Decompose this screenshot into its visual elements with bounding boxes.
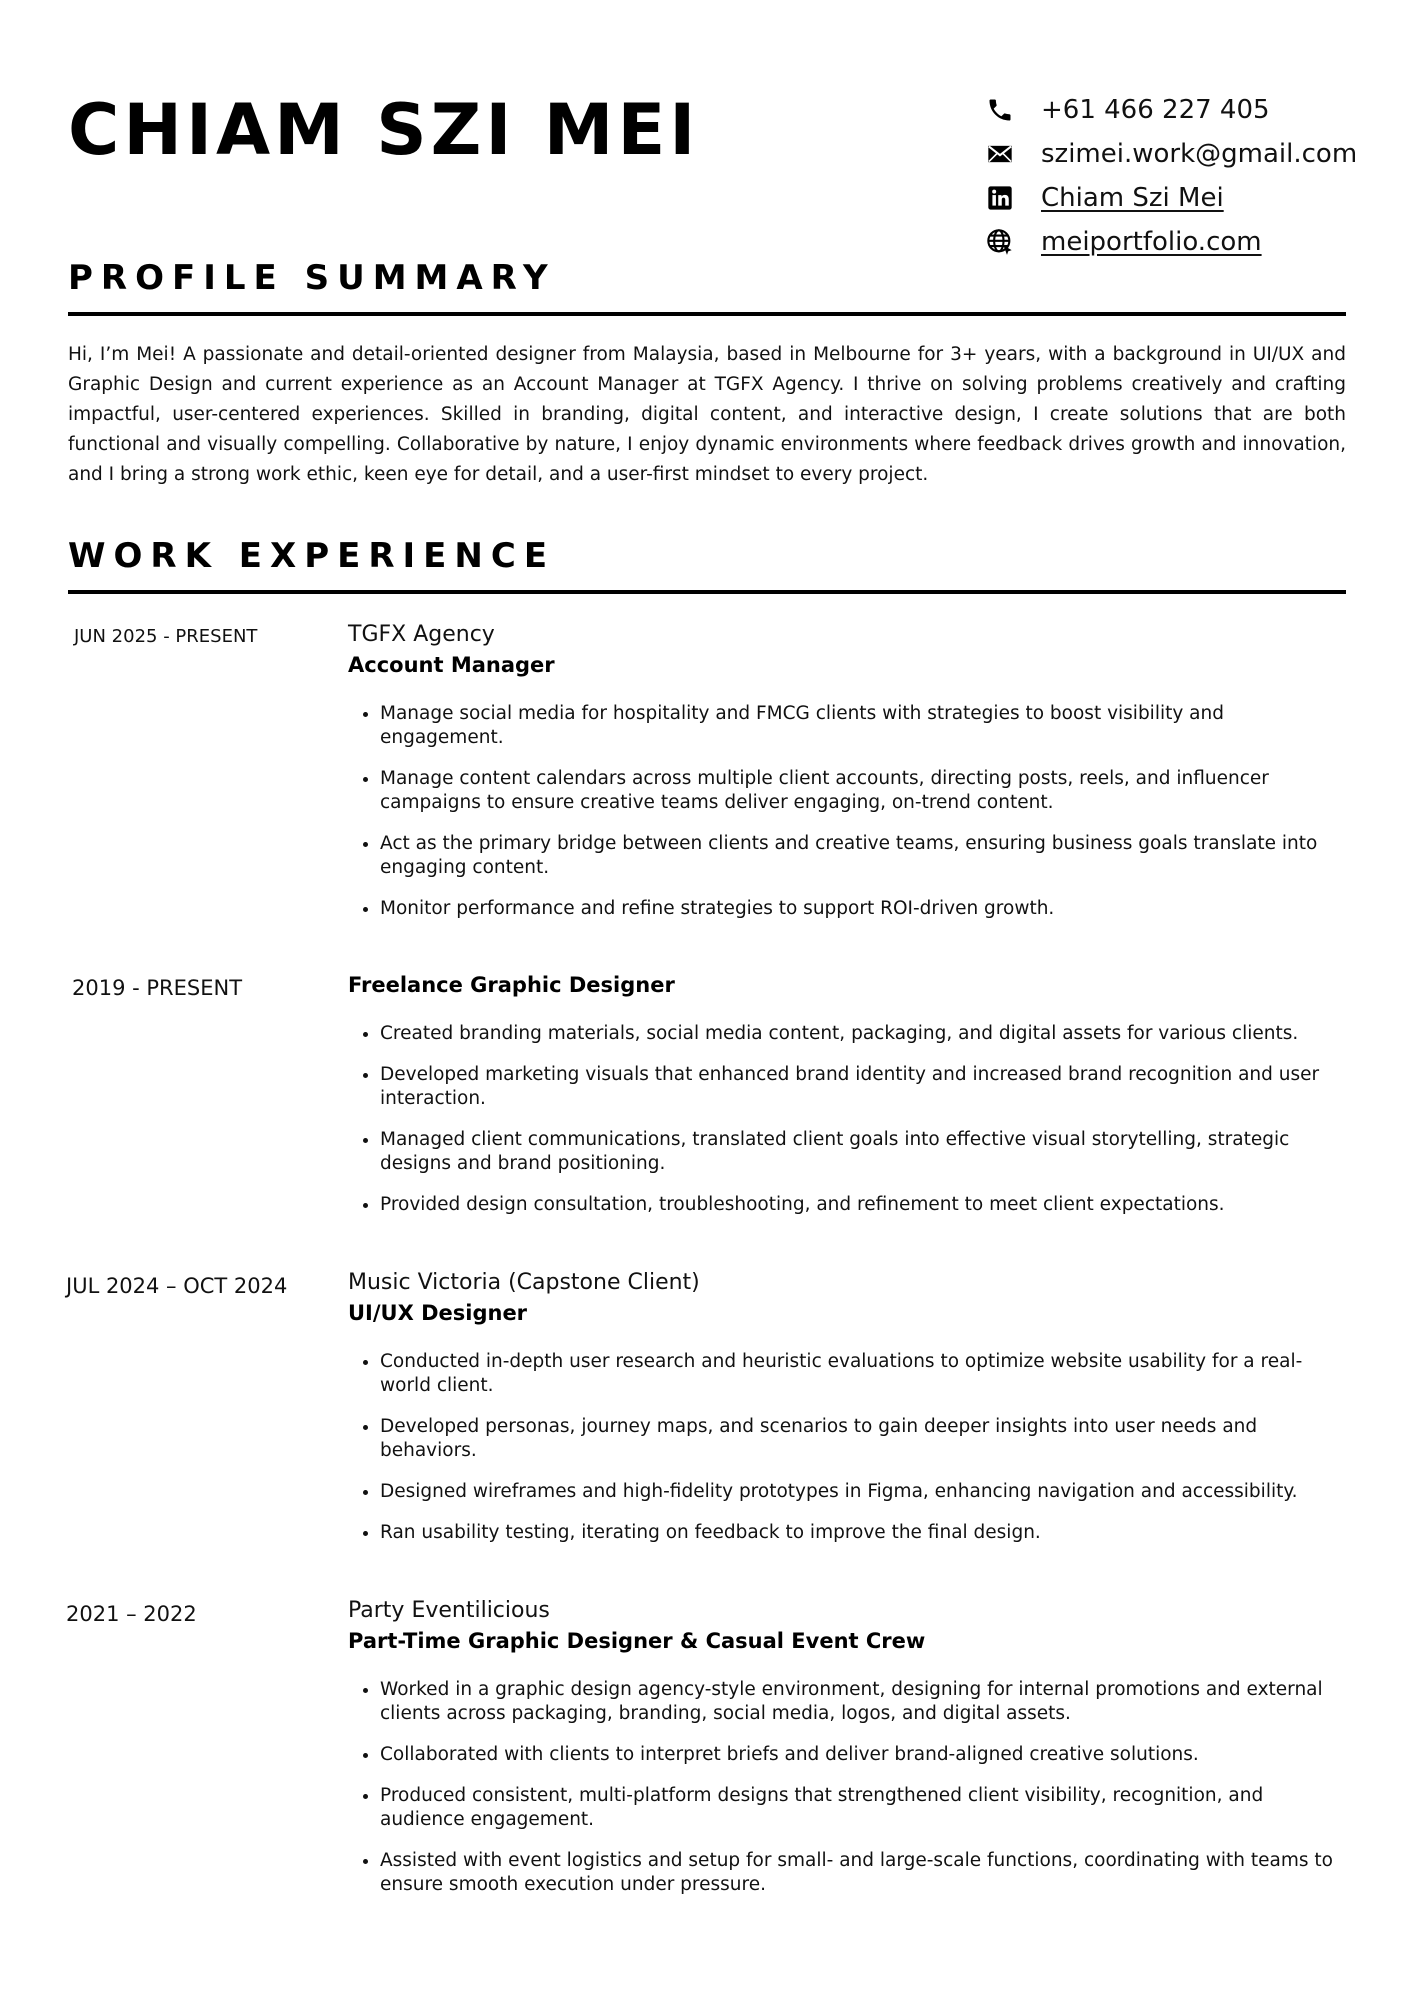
job-bullet: • Created branding materials, social media content, packaging, and digital assets for various clients. [380, 1022, 1348, 1046]
job-bullets [348, 702, 1348, 921]
job-role: Part-Time Graphic Designer & Casual Event Crew [348, 1629, 926, 1653]
job-bullet: • Manage content calendars across multiple client accounts, directing posts, reels, and influencer campaigns to ensure creative teams deliver engaging, on-trend content. [380, 767, 1348, 815]
job-bullets [348, 1678, 1348, 1897]
job-bullet: • Manage social media for hospitality and FMCG clients with strategies to boost visibility and engagement. [380, 702, 1348, 750]
job-bullet: • Assisted with event logistics and setup for small- and large-scale functions, coordinating with teams to ensure smooth execution under pressure. [380, 1849, 1348, 1897]
job-bullets [348, 1350, 1348, 1545]
job-date: JUL 2024 – OCT 2024 [66, 1274, 288, 1298]
job-date: 2021 – 2022 [66, 1602, 197, 1626]
contact-email [985, 132, 1405, 176]
mail-icon [985, 139, 1015, 169]
job-bullet: • Monitor performance and refine strategies to support ROI-driven growth. [380, 897, 1348, 921]
job-company: Party Eventilicious [348, 1598, 550, 1623]
email-address[interactable]: szimei.work@gmail.com [1041, 139, 1358, 169]
phone-number[interactable]: +61 466 227 405 [1041, 95, 1270, 125]
job-bullet: • Collaborated with clients to interpret briefs and deliver brand-aligned creative solutions. [380, 1743, 1348, 1767]
job-bullet: • Managed client communications, translated client goals into effective visual storytelling, strategic designs and brand positioning. [380, 1128, 1348, 1176]
job-role: UI/UX Designer [348, 1301, 528, 1325]
job-bullet: • Provided design consultation, troubleshooting, and refinement to meet client expectations. [380, 1193, 1348, 1217]
job-bullet: • Ran usability testing, iterating on feedback to improve the final design. [380, 1521, 1348, 1545]
job-bullet: • Developed marketing visuals that enhanced brand identity and increased brand recognition and user interaction. [380, 1063, 1348, 1111]
job-bullet: • Worked in a graphic design agency-style environment, designing for internal promotions and external clients across packaging, branding, social media, logos, and digital assets. [380, 1678, 1348, 1726]
portfolio-link[interactable]: meiportfolio.com [1041, 227, 1262, 257]
profile-summary-text: Hi, I’m Mei! A passionate and detail-oriented designer from Malaysia, based in Melbourne for 3+ years, with a background in UI/UX and Graphic Design and current experience as an Account Manager at TGFX Agency. I thrive on solving problems creatively and crafting impactful, user-centered experiences. Skilled in branding, digital content, and interactive design, I create solutions that are both functional and visually compelling. Collaborative by nature, I enjoy dynamic environments where feedback drives growth and innovation, and I bring a strong work ethic, keen eye for detail, and a user-first mindset to every project. [68, 344, 1346, 485]
job-company: Music Victoria (Capstone Client) [348, 1270, 700, 1295]
phone-icon [985, 95, 1015, 125]
job-date: 2019 - PRESENT [72, 976, 243, 1000]
linkedin-icon [985, 183, 1015, 213]
profile-summary-heading: PROFILE SUMMARY [68, 256, 1346, 316]
contact-phone [985, 88, 1405, 132]
job-bullet: • Conducted in-depth user research and heuristic evaluations to optimize website usability for a real-world client. [380, 1350, 1348, 1398]
work-experience-heading: WORK EXPERIENCE [68, 534, 1346, 594]
contact-linkedin [985, 176, 1405, 220]
job-bullet: • Developed personas, journey maps, and scenarios to gain deeper insights into user needs and behaviors. [380, 1415, 1348, 1463]
job-bullet: • Produced consistent, multi-platform designs that strengthened client visibility, recognition, and audience engagement. [380, 1784, 1348, 1832]
job-role: Freelance Graphic Designer [348, 973, 675, 997]
job-company: TGFX Agency [348, 622, 495, 647]
job-bullet: • Act as the primary bridge between clients and creative teams, ensuring business goals translate into engaging content. [380, 832, 1348, 880]
job-date: JUN 2025 - PRESENT [74, 626, 258, 647]
job-role: Account Manager [348, 653, 555, 677]
candidate-name: CHIAM SZI MEI [68, 89, 700, 171]
contact-list [985, 88, 1405, 264]
globe-icon [985, 227, 1015, 257]
job-bullet: • Designed wireframes and high-fidelity prototypes in Figma, enhancing navigation and accessibility. [380, 1480, 1348, 1504]
linkedin-link[interactable]: Chiam Szi Mei [1041, 183, 1224, 213]
job-bullets [348, 1022, 1348, 1217]
